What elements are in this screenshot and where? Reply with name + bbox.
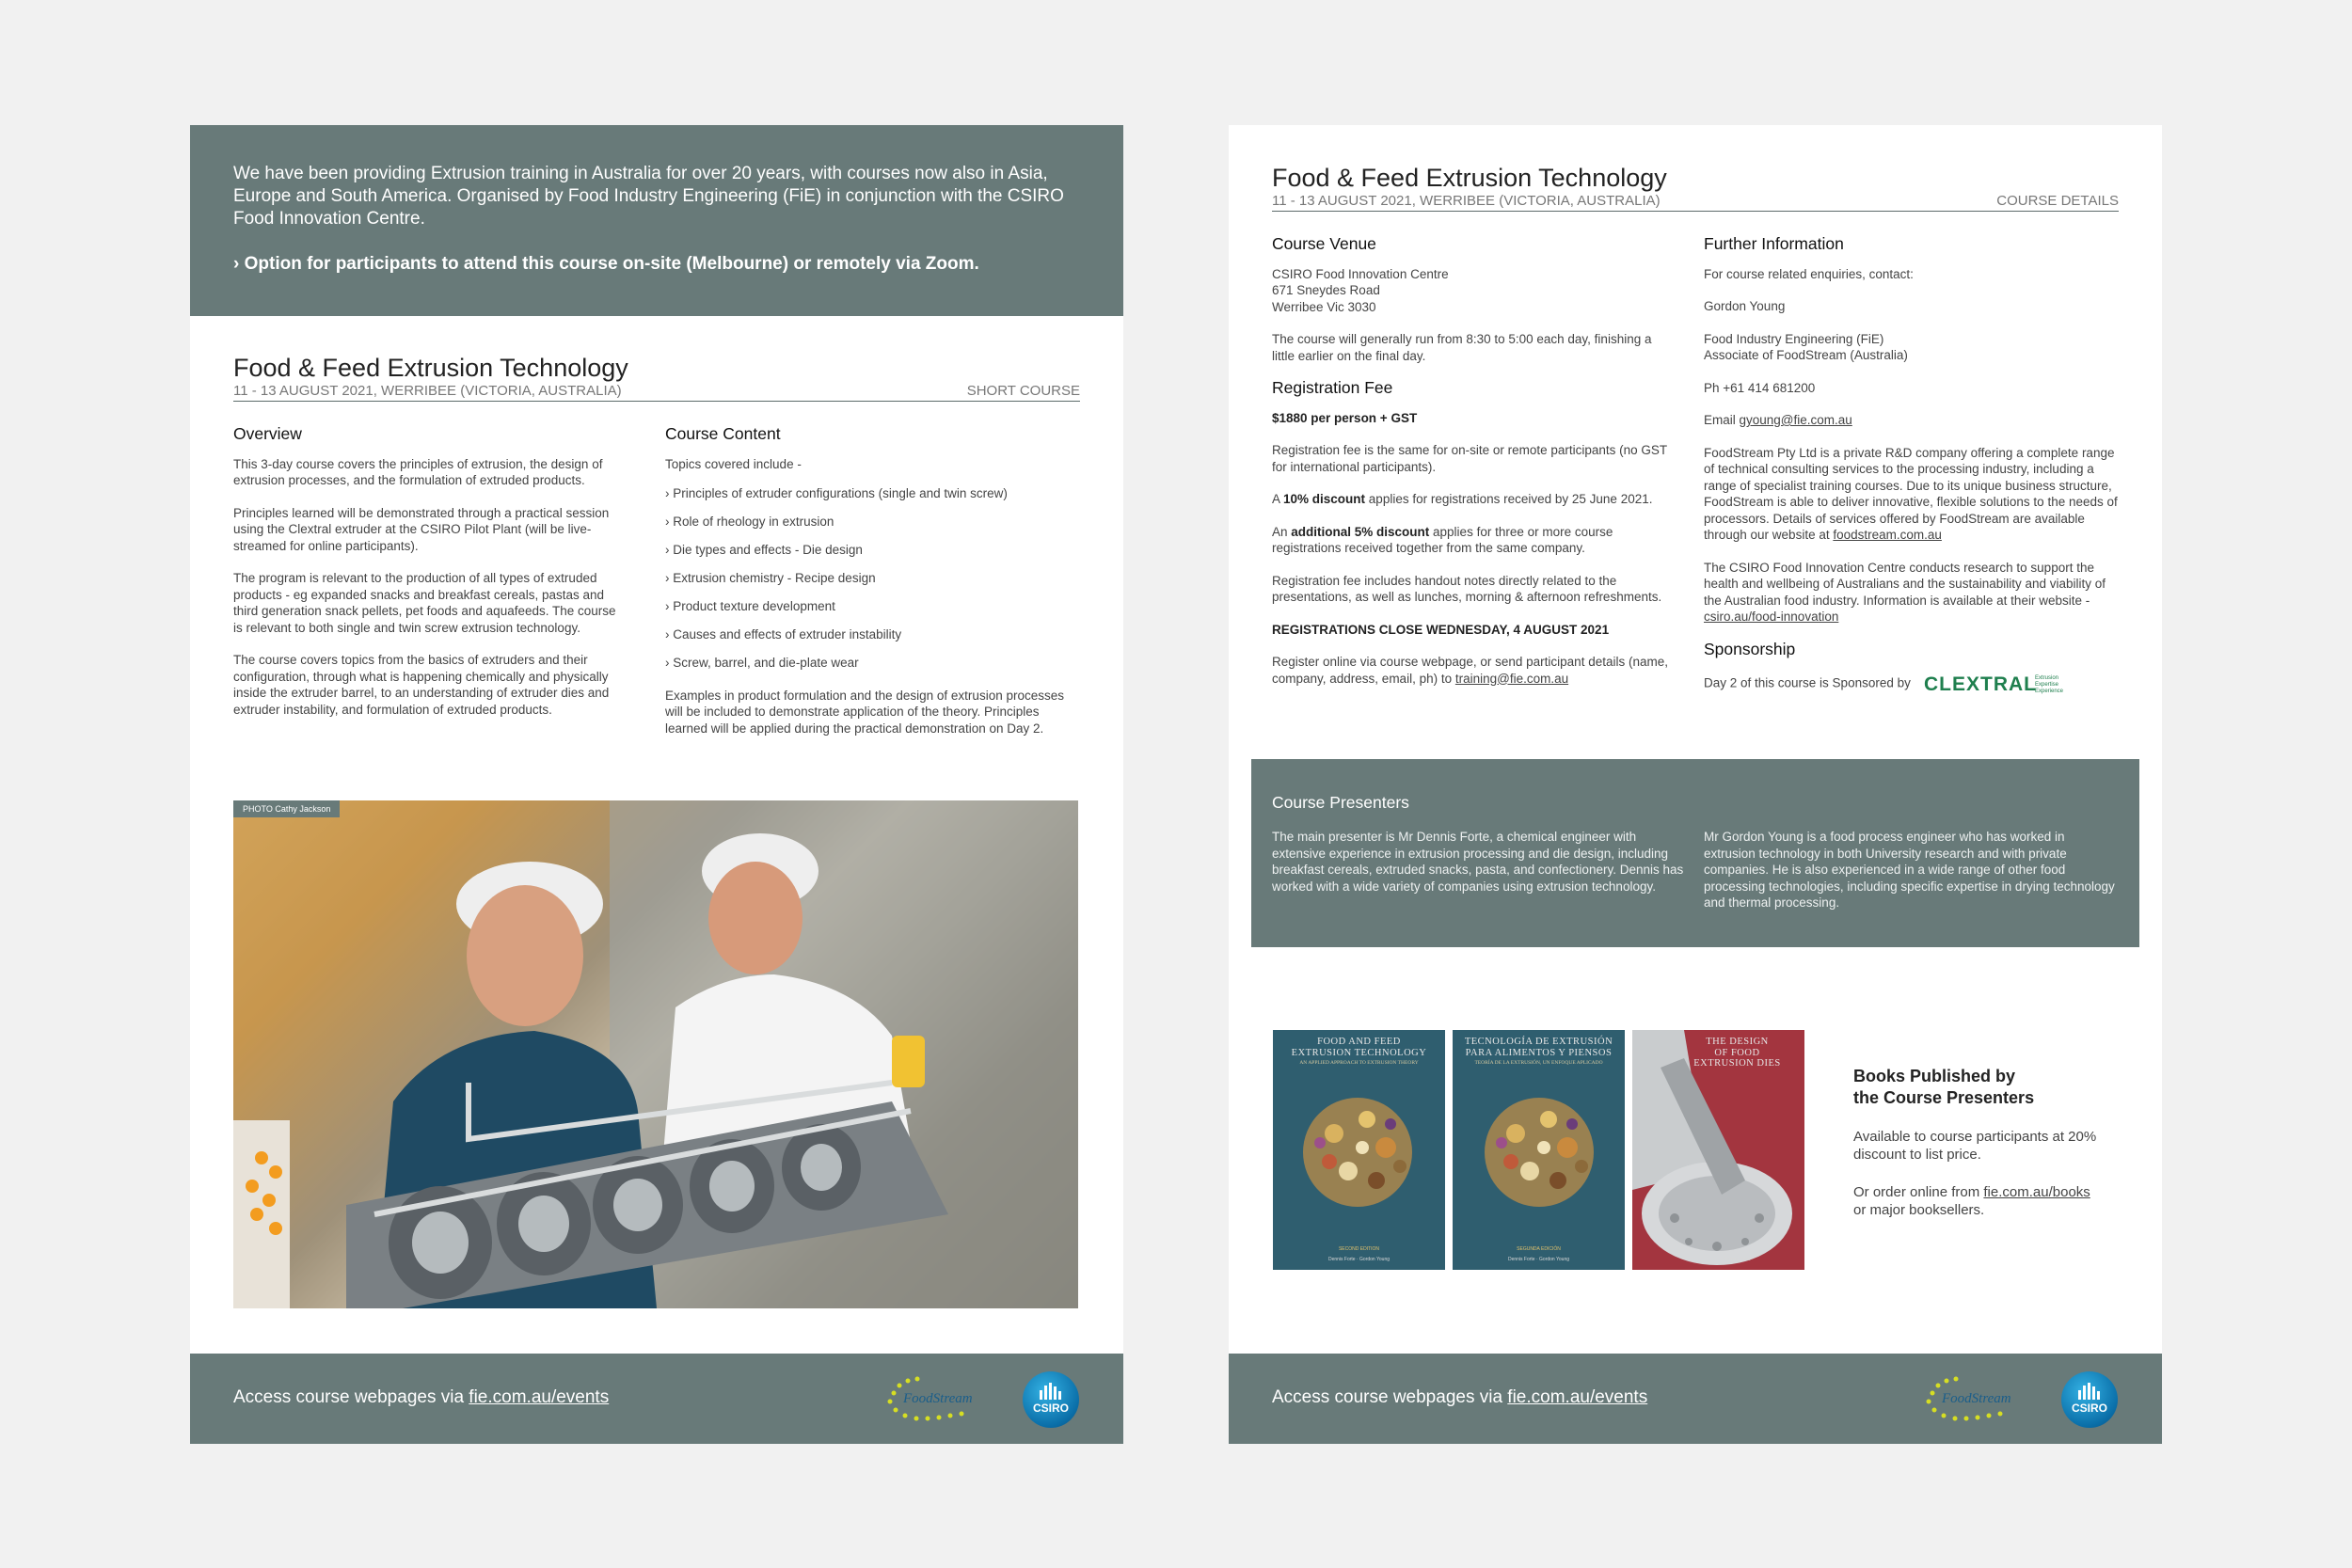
course-hours: The course will generally run from 8:30 to 5:00 each day, finishing a little earlier on the final day. xyxy=(1272,332,1652,363)
fee-includes: Registration fee includes handout notes directly related to the presentations, as well as lunches, morning & afternoon refreshments. xyxy=(1272,573,1662,604)
csiro-logo xyxy=(2061,1371,2118,1428)
book-subtitle: TEORÍA DE LA EXTRUSIÓN, UN ENFOQUE APLICADO xyxy=(1474,1060,1603,1066)
contact-email-link[interactable]: gyoung@fie.com.au xyxy=(1739,413,1852,427)
sponsorship-heading: Sponsorship xyxy=(1704,639,1796,658)
sponsorship-text xyxy=(1704,671,2118,697)
contact-phone: Ph +61 414 681200 xyxy=(1704,380,1816,395)
discount-bold: additional 5% discount xyxy=(1291,524,1430,539)
foodstream-logo-text: FoodStream xyxy=(903,1391,973,1406)
left-footer xyxy=(190,1354,1123,1444)
topic-item: › Die types and effects - Die design xyxy=(665,543,863,557)
overview-paragraph: Principles learned will be demonstrated through a practical session using the Clextral extruder at the CSIRO Pilot Plant (will be live-streamed for online participants). xyxy=(233,505,610,553)
contact-name: Gordon Young xyxy=(1704,299,1786,313)
venue-fee-column xyxy=(1272,236,1677,703)
footer-text-prefix: Access course webpages via xyxy=(1272,1387,1508,1407)
topic-item: › Extrusion chemistry - Recipe design xyxy=(665,571,876,585)
registrations-close-text: REGISTRATIONS CLOSE WEDNESDAY, 4 AUGUST 2021 xyxy=(1272,622,1610,637)
org-line: Food Industry Engineering (FiE) xyxy=(1704,331,1884,346)
topic-item: › Screw, barrel, and die-plate wear xyxy=(665,656,859,670)
csiro-description xyxy=(1704,560,2118,626)
registrations-close xyxy=(1272,622,1677,639)
register-text: Register online via course webpage, or send participant details (name, company, address, email, ph) to xyxy=(1272,655,1668,686)
clextral-tagline-line: Extrusion xyxy=(2034,675,2058,681)
fee-same-note: Registration fee is the same for on-site or remote participants (no GST for international participants). xyxy=(1272,443,1667,474)
left-page-header xyxy=(233,353,1080,402)
discount-text: A xyxy=(1272,492,1284,506)
enquiries-text: For course related enquiries, contact: xyxy=(1704,266,1914,281)
clextral-tagline-line: Experience xyxy=(2034,689,2063,694)
overview-heading: Overview xyxy=(233,424,302,443)
course-details-tag: COURSE DETAILS xyxy=(1996,193,2119,209)
book-extrudates-art xyxy=(1453,1030,1625,1270)
topic-item: › Principles of extruder configurations (single and twin screw) xyxy=(665,486,1008,500)
zoom-option-text: › Option for participants to attend this course on-site (Melbourne) or remotely via Zoom. xyxy=(233,254,979,274)
book-title: TECNOLOGÍA DE EXTRUSIÓN PARA ALIMENTOS Y PIENSOS xyxy=(1464,1037,1613,1058)
right-footer xyxy=(1229,1354,2162,1444)
org-line: Associate of FoodStream (Australia) xyxy=(1704,348,1908,362)
csiro-logo xyxy=(1023,1371,1079,1428)
topic-item: › Role of rheology in extrusion xyxy=(665,515,834,529)
topics-list xyxy=(665,485,1079,672)
order-text: Or order online from xyxy=(1853,1184,1984,1200)
extruder-photo xyxy=(233,800,1078,1308)
intro-banner xyxy=(190,125,1123,316)
intro-text: We have been providing Extrusion training in Australia for over 20 years, with courses now also in Asia, Europe and South America. Organised by Food Industry Engineering (FiE) in conjunction with the CSIRO Food Innovation Centre. xyxy=(233,164,1064,229)
further-info-heading: Further Information xyxy=(1704,234,1844,253)
book-title: FOOD AND FEED EXTRUSION TECHNOLOGY xyxy=(1291,1037,1427,1058)
footer-text xyxy=(233,1387,609,1408)
book-extrudates-art xyxy=(1273,1030,1445,1270)
footer-text xyxy=(1272,1387,1647,1408)
book-cover-dies xyxy=(1632,1030,1804,1270)
short-course-tag: SHORT COURSE xyxy=(966,383,1080,399)
books-info xyxy=(1853,1066,2117,1239)
photo-illustration xyxy=(233,800,1078,1308)
book-subtitle: AN APPLIED APPROACH TO EXTRUSION THEORY xyxy=(1299,1060,1419,1066)
further-info-column xyxy=(1704,236,2118,713)
books-discount-text: Available to course participants at 20% discount to list price. xyxy=(1853,1129,2097,1163)
clextral-logo-word: CLEXTRAL xyxy=(1923,673,2037,695)
books-link[interactable]: fie.com.au/books xyxy=(1983,1184,2090,1200)
foodstream-description xyxy=(1704,445,2118,544)
book-cover-spanish xyxy=(1453,1030,1625,1270)
csiro-link[interactable]: csiro.au/food-innovation xyxy=(1704,610,1839,624)
left-page xyxy=(190,125,1123,1444)
presenter-gordon-bio: Mr Gordon Young is a food process engineer who has worked in extrusion technology in both University research and with private companies. He is also experienced in a wide range of other food processing technologies, including specific expertise in drying technology and thermal processing. xyxy=(1704,830,2115,910)
discount-text: An xyxy=(1272,524,1292,539)
overview-section xyxy=(233,426,628,734)
events-link[interactable]: fie.com.au/events xyxy=(469,1387,610,1407)
csiro-logo-text: CSIRO xyxy=(2071,1402,2107,1415)
topic-item: › Causes and effects of extruder instability xyxy=(665,627,902,641)
book-cover-english xyxy=(1273,1030,1445,1270)
course-dates: 11 - 13 AUGUST 2021, WERRIBEE (VICTORIA, AUSTRALIA) xyxy=(1272,193,1661,209)
page-title: Food & Feed Extrusion Technology xyxy=(1272,164,1667,192)
topics-intro: Topics covered include - xyxy=(665,456,802,471)
contact-org xyxy=(1704,331,2118,364)
clextral-logo-mark xyxy=(1924,671,2065,697)
topic-item: › Product texture development xyxy=(665,599,835,613)
book-title: THE DESIGN OF FOOD EXTRUSION DIES xyxy=(1693,1037,1781,1069)
address-line: CSIRO Food Innovation Centre xyxy=(1272,266,1449,281)
overview-paragraph: The course covers topics from the basics of extruders and their configuration, through what is happening chemically and physically inside the extruder barrel, to an understanding of extruder dies and extruder instability, and formulation of extruded products. xyxy=(233,653,610,717)
email-label: Email xyxy=(1704,413,1740,427)
foodstream-logo-text: FoodStream xyxy=(1942,1391,2011,1406)
clextral-logo xyxy=(1924,671,2065,697)
discount-text: applies for registrations received by 25 June 2021. xyxy=(1365,492,1653,506)
course-presenters-banner xyxy=(1251,759,2139,947)
foodstream-link[interactable]: foodstream.com.au xyxy=(1833,528,1942,542)
topics-outro: Examples in product formulation and the design of extrusion processes will be included to demonstrate application of the theory. Principles learned will be applied during the practical demonstration on Day 2. xyxy=(665,688,1064,736)
foodstream-logo xyxy=(884,1372,1005,1425)
right-page-header xyxy=(1272,163,2119,212)
book-authors: Dennis Forte xyxy=(1724,1257,1751,1262)
book-edition: SECOND EDITION xyxy=(1338,1246,1380,1252)
contact-email xyxy=(1704,412,2118,429)
venue-address xyxy=(1272,266,1677,316)
book-authors: Dennis Forte · Gordon Young xyxy=(1327,1257,1391,1262)
order-text: or major booksellers. xyxy=(1853,1202,1985,1218)
course-content-section xyxy=(665,426,1079,752)
clextral-tagline-line: Expertise xyxy=(2034,682,2058,688)
right-page xyxy=(1229,125,2162,1444)
csiro-bars-icon xyxy=(2076,1383,2103,1400)
course-content-heading: Course Content xyxy=(665,424,781,443)
books-order-text xyxy=(1853,1183,2117,1219)
course-dates: 11 - 13 AUGUST 2021, WERRIBEE (VICTORIA, AUSTRALIA) xyxy=(233,383,622,399)
presenter-dennis-bio: The main presenter is Mr Dennis Forte, a chemical engineer with extensive experience in extrusion processing and die design, including breakfast cereals, extruded snacks, pasta, and confectionery. Dennis has worked with a wide variety of companies using extrusion technology. xyxy=(1272,830,1684,894)
csiro-logo-text: CSIRO xyxy=(1032,1402,1069,1415)
discount-bold: 10% discount xyxy=(1283,492,1366,506)
venue-heading: Course Venue xyxy=(1272,234,1376,253)
csiro-text: The CSIRO Food Innovation Centre conducts research to support the health and wellbeing of Australians and the sustainability and viability of the Australian food industry. Information is available at their website - xyxy=(1704,560,2106,608)
fee-price-value: $1880 per person + GST xyxy=(1272,410,1418,425)
book-authors: Dennis Forte · Gordon Young xyxy=(1507,1257,1570,1262)
footer-text-prefix: Access course webpages via xyxy=(233,1387,469,1407)
foodstream-logo xyxy=(1923,1372,2043,1425)
group-discount xyxy=(1272,524,1677,557)
overview-paragraph: The program is relevant to the production of all types of extruded products - eg expanded snacks and breakfast cereals, pastas and third generation snack pellets, pet foods and aquafeeds. The course is relevant to both single and twin screw extrusion technology. xyxy=(233,571,616,635)
early-discount xyxy=(1272,491,1677,508)
address-line: Werribee Vic 3030 xyxy=(1272,299,1376,314)
books-heading: Books Published by the Course Presenters xyxy=(1853,1067,2035,1107)
page-title: Food & Feed Extrusion Technology xyxy=(233,354,628,382)
register-instructions xyxy=(1272,654,1677,687)
discount-text: applies for three or more course registrations received together from the same company. xyxy=(1272,524,1613,555)
book-edition: SEGUNDA EDICIÓN xyxy=(1517,1246,1561,1252)
presenters-heading: Course Presenters xyxy=(1272,793,1409,812)
address-line: 671 Sneydes Road xyxy=(1272,283,1380,297)
registration-fee-heading: Registration Fee xyxy=(1272,378,1393,397)
foodstream-text: FoodStream Pty Ltd is a private R&D company offering a complete range of technical consulting services to the processing industry, including a range of specialist training courses. Due to its unique business structure, FoodStream is able to deliver innovative, flexible solutions to the needs of processors. Details of services offered by FoodStream are available through our website at xyxy=(1704,445,2118,542)
csiro-bars-icon xyxy=(1038,1383,1064,1400)
overview-paragraph: This 3-day course covers the principles of extrusion, the design of extrusion processes, and the formulation of extruded products. xyxy=(233,456,603,487)
sponsor-text: Day 2 of this course is Sponsored by xyxy=(1704,675,1911,690)
training-email-link[interactable]: training@fie.com.au xyxy=(1454,671,1569,686)
fee-price xyxy=(1272,410,1677,427)
photo-credit: PHOTO Cathy Jackson xyxy=(233,800,340,817)
events-link[interactable]: fie.com.au/events xyxy=(1507,1387,1648,1407)
